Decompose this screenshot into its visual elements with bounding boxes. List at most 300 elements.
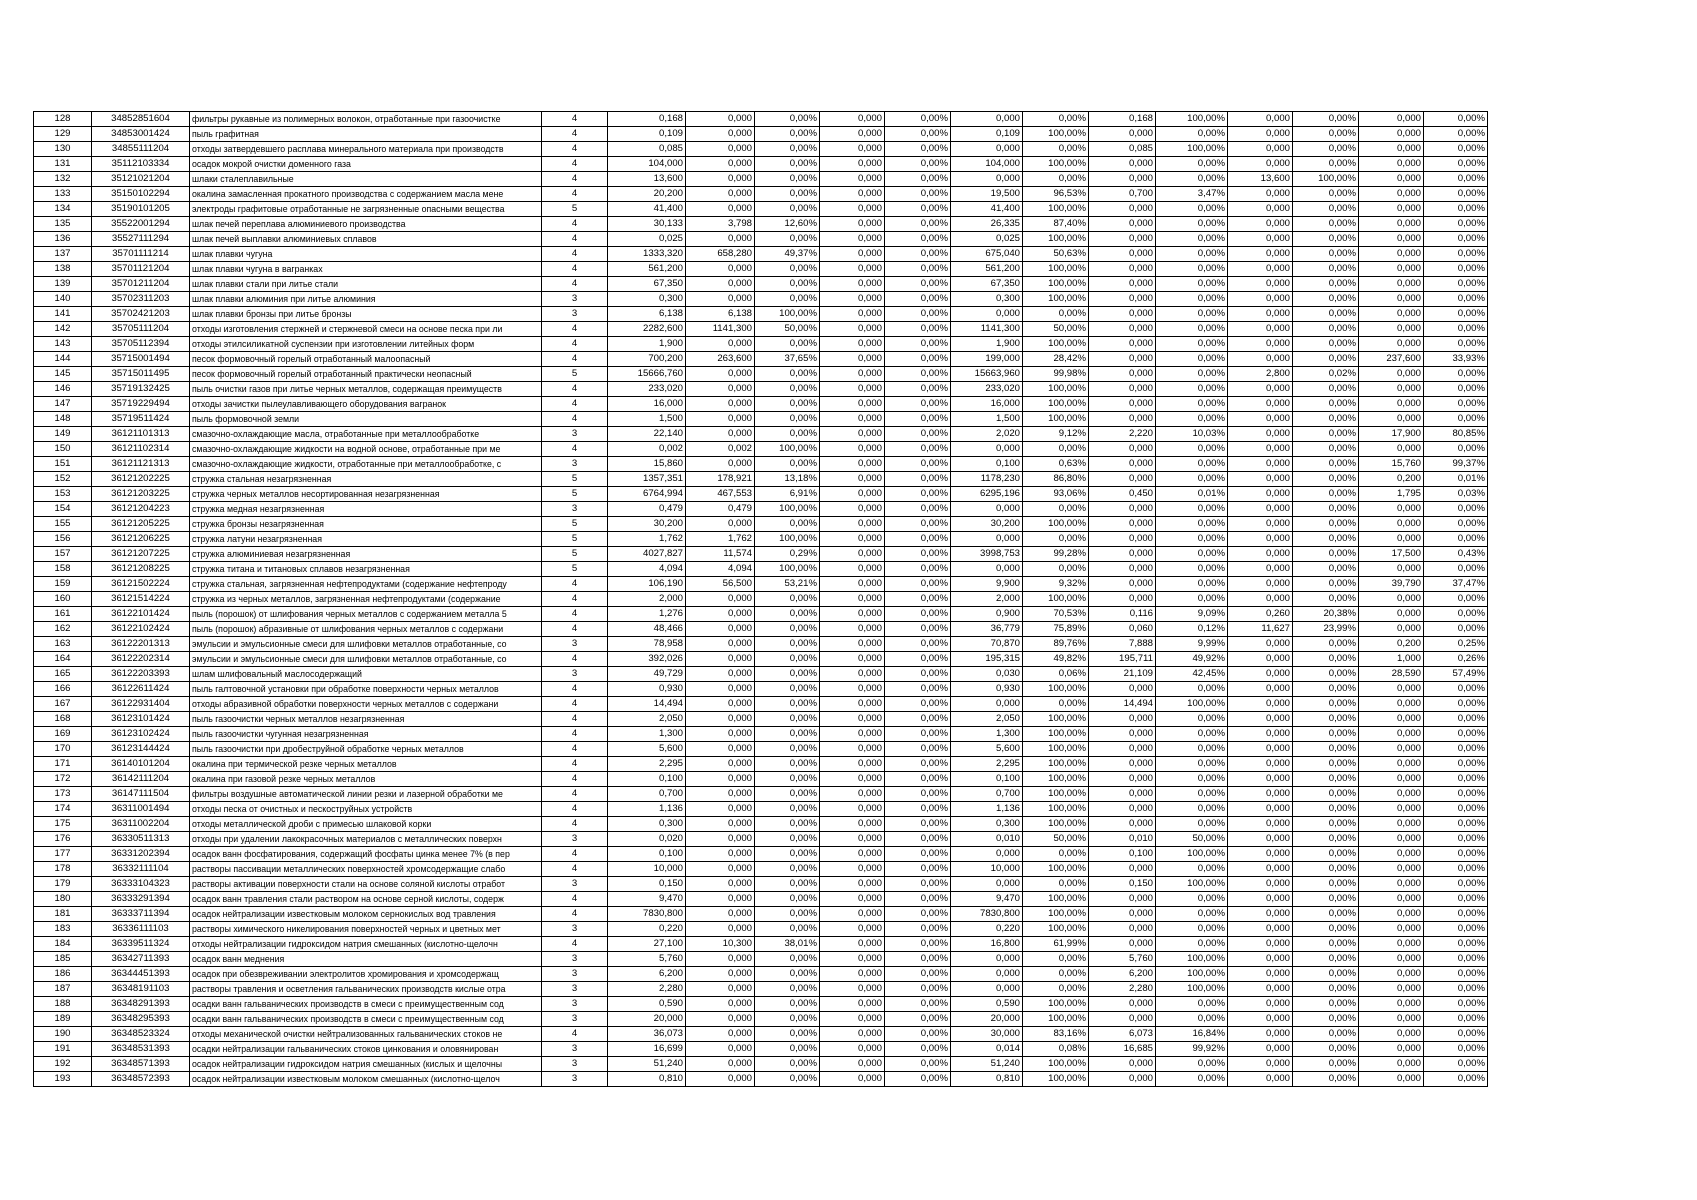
table-row [34,817,1488,832]
cell-col-6-percent: 0,00% [755,682,820,697]
cell-col-5-value: 0,000 [686,622,755,637]
cell-col-14-percent: 0,00% [1293,202,1359,217]
cell-col-15-value: 0,000 [1359,712,1424,727]
cell-col-11-value: 0,000 [1089,742,1156,757]
cell-waste-name: растворы пассивации металлических поверхностей хромсодержащие слабо [190,862,542,877]
cell-col-5-value: 0,000 [686,952,755,967]
cell-row-number: 155 [34,517,92,532]
cell-col-14-percent: 0,00% [1293,337,1359,352]
cell-row-number: 128 [34,112,92,127]
cell-col-13-value: 0,000 [1228,847,1293,862]
cell-total-amount: 14,494 [608,697,686,712]
cell-col-10-percent: 0,00% [1023,142,1089,157]
cell-col-16-percent: 0,00% [1424,277,1488,292]
cell-waste-name: шлак плавки бронзы при литье бронзы [190,307,542,322]
table-row [34,337,1488,352]
cell-waste-code: 34853001424 [92,127,190,142]
cell-col-6-percent: 0,00% [755,172,820,187]
cell-col-10-percent: 100,00% [1023,742,1089,757]
cell-waste-code: 35719132425 [92,382,190,397]
cell-col-7-value: 0,000 [820,757,885,772]
cell-col-12-percent: 100,00% [1156,952,1228,967]
cell-col-16-percent: 0,00% [1424,862,1488,877]
cell-col-5-value: 0,000 [686,997,755,1012]
cell-col-5-value: 0,000 [686,517,755,532]
cell-col-13-value: 0,000 [1228,547,1293,562]
cell-total-amount: 2282,600 [608,322,686,337]
cell-col-10-percent: 100,00% [1023,712,1089,727]
cell-col-6-percent: 0,00% [755,802,820,817]
cell-col-16-percent: 0,00% [1424,607,1488,622]
cell-total-amount: 0,150 [608,877,686,892]
cell-col-16-percent: 0,00% [1424,322,1488,337]
cell-col-6-percent: 0,00% [755,607,820,622]
cell-col-14-percent: 0,00% [1293,1042,1359,1057]
cell-hazard-class: 4 [542,1027,608,1042]
cell-waste-name: осадок мокрой очистки доменного газа [190,157,542,172]
cell-col-16-percent: 0,00% [1424,232,1488,247]
cell-hazard-class: 4 [542,217,608,232]
cell-col-10-percent: 0,00% [1023,697,1089,712]
waste-data-table [33,111,1488,1087]
cell-col-13-value: 0,000 [1228,262,1293,277]
cell-col-11-value: 0,150 [1089,877,1156,892]
table-row [34,1042,1488,1057]
cell-col-9-value: 9,900 [951,577,1023,592]
cell-col-8-percent: 0,00% [885,157,951,172]
cell-col-13-value: 0,000 [1228,772,1293,787]
cell-total-amount: 700,200 [608,352,686,367]
cell-col-15-value: 0,000 [1359,1027,1424,1042]
cell-col-5-value: 0,000 [686,892,755,907]
cell-col-9-value: 675,040 [951,247,1023,262]
cell-col-15-value: 0,000 [1359,937,1424,952]
cell-col-11-value: 7,888 [1089,637,1156,652]
cell-total-amount: 0,085 [608,142,686,157]
table-row [34,187,1488,202]
cell-col-9-value: 0,700 [951,787,1023,802]
cell-col-16-percent: 0,00% [1424,292,1488,307]
cell-col-8-percent: 0,00% [885,412,951,427]
cell-waste-name: стружка титана и титановых сплавов незагрязненная [190,562,542,577]
cell-hazard-class: 5 [542,547,608,562]
cell-waste-name: осадки ванн гальванических производств в смеси с преимущественным сод [190,997,542,1012]
cell-waste-name: осадок нейтрализации известковым молоком сернокислых вод травления [190,907,542,922]
cell-col-15-value: 28,590 [1359,667,1424,682]
cell-row-number: 179 [34,877,92,892]
cell-col-16-percent: 0,43% [1424,547,1488,562]
cell-col-11-value: 0,010 [1089,832,1156,847]
cell-col-7-value: 0,000 [820,1057,885,1072]
cell-col-16-percent: 0,00% [1424,112,1488,127]
cell-col-7-value: 0,000 [820,727,885,742]
cell-waste-code: 36348572393 [92,1072,190,1087]
cell-col-8-percent: 0,00% [885,772,951,787]
cell-hazard-class: 4 [542,157,608,172]
cell-col-16-percent: 0,00% [1424,127,1488,142]
cell-row-number: 130 [34,142,92,157]
cell-col-11-value: 0,000 [1089,472,1156,487]
cell-total-amount: 0,930 [608,682,686,697]
cell-col-5-value: 263,600 [686,352,755,367]
cell-col-10-percent: 83,16% [1023,1027,1089,1042]
cell-waste-code: 36122102424 [92,622,190,637]
cell-col-6-percent: 0,00% [755,667,820,682]
cell-row-number: 163 [34,637,92,652]
cell-col-9-value: 41,400 [951,202,1023,217]
cell-waste-code: 36348571393 [92,1057,190,1072]
cell-col-13-value: 0,000 [1228,307,1293,322]
cell-col-16-percent: 0,00% [1424,997,1488,1012]
cell-hazard-class: 3 [542,967,608,982]
cell-hazard-class: 4 [542,127,608,142]
cell-waste-name: пыль графитная [190,127,542,142]
cell-col-14-percent: 0,00% [1293,922,1359,937]
cell-col-11-value: 0,000 [1089,352,1156,367]
cell-col-14-percent: 0,02% [1293,367,1359,382]
cell-row-number: 176 [34,832,92,847]
cell-waste-name: пыль газоочистки чугунная незагрязненная [190,727,542,742]
cell-col-7-value: 0,000 [820,517,885,532]
cell-waste-name: отходы затвердевшего расплава минерального материала при производств [190,142,542,157]
cell-col-8-percent: 0,00% [885,652,951,667]
cell-col-5-value: 0,000 [686,112,755,127]
cell-waste-name: стружка из черных металлов, загрязненная нефтепродуктами (содержание [190,592,542,607]
cell-col-8-percent: 0,00% [885,517,951,532]
cell-col-16-percent: 0,00% [1424,202,1488,217]
cell-col-12-percent: 0,00% [1156,382,1228,397]
cell-hazard-class: 3 [542,952,608,967]
table-row [34,427,1488,442]
cell-col-8-percent: 0,00% [885,607,951,622]
cell-waste-code: 36333104323 [92,877,190,892]
cell-col-7-value: 0,000 [820,937,885,952]
cell-col-12-percent: 0,00% [1156,322,1228,337]
cell-waste-code: 36331202394 [92,847,190,862]
cell-col-12-percent: 50,00% [1156,832,1228,847]
cell-col-14-percent: 23,99% [1293,622,1359,637]
cell-col-7-value: 0,000 [820,1027,885,1042]
cell-col-11-value: 0,168 [1089,112,1156,127]
cell-col-5-value: 0,000 [686,262,755,277]
cell-waste-name: песок формовочный горелый отработанный малоопасный [190,352,542,367]
cell-col-7-value: 0,000 [820,217,885,232]
cell-waste-code: 35719511424 [92,412,190,427]
table-row [34,1027,1488,1042]
cell-col-5-value: 11,574 [686,547,755,562]
cell-col-10-percent: 61,99% [1023,937,1089,952]
cell-waste-code: 36348531393 [92,1042,190,1057]
cell-col-6-percent: 0,00% [755,427,820,442]
cell-col-16-percent: 80,85% [1424,427,1488,442]
cell-row-number: 188 [34,997,92,1012]
cell-col-14-percent: 0,00% [1293,862,1359,877]
table-row [34,937,1488,952]
cell-col-16-percent: 0,00% [1424,712,1488,727]
cell-col-15-value: 0,000 [1359,892,1424,907]
cell-col-8-percent: 0,00% [885,682,951,697]
cell-hazard-class: 5 [542,202,608,217]
cell-col-11-value: 0,700 [1089,187,1156,202]
cell-col-16-percent: 37,47% [1424,577,1488,592]
cell-col-13-value: 0,000 [1228,247,1293,262]
cell-col-11-value: 0,000 [1089,997,1156,1012]
cell-col-16-percent: 0,00% [1424,187,1488,202]
cell-col-14-percent: 0,00% [1293,1012,1359,1027]
cell-waste-name: осадок ванн фосфатирования, содержащий фосфаты цинка менее 7% (в пер [190,847,542,862]
cell-col-9-value: 67,350 [951,277,1023,292]
cell-col-14-percent: 0,00% [1293,307,1359,322]
cell-col-6-percent: 37,65% [755,352,820,367]
cell-col-5-value: 56,500 [686,577,755,592]
cell-col-9-value: 1141,300 [951,322,1023,337]
cell-col-7-value: 0,000 [820,262,885,277]
cell-col-10-percent: 100,00% [1023,157,1089,172]
cell-col-10-percent: 100,00% [1023,787,1089,802]
table-row [34,127,1488,142]
cell-col-5-value: 0,000 [686,907,755,922]
cell-col-13-value: 0,000 [1228,232,1293,247]
table-row [34,637,1488,652]
cell-col-9-value: 10,000 [951,862,1023,877]
cell-col-14-percent: 0,00% [1293,907,1359,922]
table-row [34,487,1488,502]
cell-col-13-value: 0,000 [1228,1072,1293,1087]
cell-col-12-percent: 0,00% [1156,412,1228,427]
cell-col-11-value: 0,000 [1089,727,1156,742]
cell-waste-name: окалина замасленная прокатного производства с содержанием масла мене [190,187,542,202]
cell-col-7-value: 0,000 [820,577,885,592]
cell-waste-name: растворы травления и осветления гальванических производств кислые отра [190,982,542,997]
cell-total-amount: 7830,800 [608,907,686,922]
cell-col-10-percent: 93,06% [1023,487,1089,502]
cell-col-10-percent: 100,00% [1023,397,1089,412]
cell-col-14-percent: 0,00% [1293,742,1359,757]
cell-col-8-percent: 0,00% [885,952,951,967]
cell-col-16-percent: 0,00% [1424,217,1488,232]
cell-hazard-class: 3 [542,1057,608,1072]
table-row [34,607,1488,622]
cell-col-10-percent: 89,76% [1023,637,1089,652]
cell-col-6-percent: 0,29% [755,547,820,562]
cell-col-9-value: 0,000 [951,877,1023,892]
cell-col-12-percent: 100,00% [1156,847,1228,862]
cell-col-13-value: 0,000 [1228,472,1293,487]
cell-col-5-value: 178,921 [686,472,755,487]
cell-waste-code: 36344451393 [92,967,190,982]
cell-col-13-value: 0,000 [1228,142,1293,157]
cell-total-amount: 0,300 [608,817,686,832]
cell-col-9-value: 19,500 [951,187,1023,202]
cell-hazard-class: 4 [542,577,608,592]
cell-hazard-class: 4 [542,142,608,157]
cell-col-16-percent: 0,00% [1424,697,1488,712]
cell-total-amount: 1,762 [608,532,686,547]
table-row [34,787,1488,802]
cell-col-9-value: 199,000 [951,352,1023,367]
cell-hazard-class: 3 [542,877,608,892]
cell-col-5-value: 0,479 [686,502,755,517]
cell-col-9-value: 1,300 [951,727,1023,742]
cell-hazard-class: 3 [542,502,608,517]
cell-col-5-value: 0,000 [686,802,755,817]
cell-col-8-percent: 0,00% [885,262,951,277]
cell-col-7-value: 0,000 [820,742,885,757]
cell-col-14-percent: 0,00% [1293,577,1359,592]
cell-row-number: 185 [34,952,92,967]
cell-col-6-percent: 0,00% [755,127,820,142]
cell-col-14-percent: 0,00% [1293,772,1359,787]
cell-col-6-percent: 0,00% [755,367,820,382]
cell-col-5-value: 0,000 [686,637,755,652]
cell-col-16-percent: 0,00% [1424,397,1488,412]
cell-row-number: 170 [34,742,92,757]
cell-col-13-value: 0,000 [1228,457,1293,472]
cell-col-6-percent: 49,37% [755,247,820,262]
cell-total-amount: 104,000 [608,157,686,172]
table-row [34,367,1488,382]
cell-col-9-value: 0,000 [951,967,1023,982]
cell-total-amount: 4027,827 [608,547,686,562]
cell-col-5-value: 0,000 [686,787,755,802]
cell-hazard-class: 4 [542,607,608,622]
cell-total-amount: 6,138 [608,307,686,322]
cell-col-6-percent: 0,00% [755,1027,820,1042]
cell-col-13-value: 0,000 [1228,952,1293,967]
cell-hazard-class: 3 [542,982,608,997]
cell-col-6-percent: 0,00% [755,187,820,202]
cell-col-12-percent: 0,01% [1156,487,1228,502]
cell-col-7-value: 0,000 [820,457,885,472]
cell-col-14-percent: 0,00% [1293,277,1359,292]
cell-col-9-value: 36,779 [951,622,1023,637]
cell-waste-name: пыль газоочистки при дробеструйной обработке черных металлов [190,742,542,757]
cell-col-16-percent: 0,00% [1424,877,1488,892]
cell-col-11-value: 0,000 [1089,277,1156,292]
cell-col-6-percent: 0,00% [755,337,820,352]
cell-col-13-value: 0,000 [1228,277,1293,292]
cell-hazard-class: 4 [542,412,608,427]
cell-col-12-percent: 0,00% [1156,217,1228,232]
table-row [34,802,1488,817]
cell-col-8-percent: 0,00% [885,1012,951,1027]
cell-col-8-percent: 0,00% [885,202,951,217]
cell-col-6-percent: 0,00% [755,832,820,847]
cell-waste-name: осадки нейтрализации гальванических стоков цинкования и оловянирован [190,1042,542,1057]
cell-total-amount: 5,600 [608,742,686,757]
cell-col-10-percent: 9,12% [1023,427,1089,442]
cell-col-5-value: 0,000 [686,817,755,832]
cell-col-12-percent: 0,00% [1156,892,1228,907]
cell-col-5-value: 0,000 [686,967,755,982]
table-row [34,517,1488,532]
cell-col-16-percent: 0,00% [1424,532,1488,547]
cell-col-13-value: 0,000 [1228,412,1293,427]
cell-waste-code: 35121021204 [92,172,190,187]
cell-col-12-percent: 100,00% [1156,967,1228,982]
cell-col-14-percent: 0,00% [1293,817,1359,832]
cell-col-7-value: 0,000 [820,967,885,982]
table-row [34,862,1488,877]
cell-hazard-class: 3 [542,1042,608,1057]
cell-row-number: 184 [34,937,92,952]
cell-waste-name: растворы химического никелирования поверхностей черных и цветных мет [190,922,542,937]
cell-col-13-value: 0,000 [1228,907,1293,922]
cell-total-amount: 41,400 [608,202,686,217]
cell-waste-name: осадок при обезвреживании электролитов хромирования и хромсодержащ [190,967,542,982]
cell-total-amount: 0,479 [608,502,686,517]
cell-col-14-percent: 0,00% [1293,802,1359,817]
cell-col-6-percent: 0,00% [755,757,820,772]
cell-col-15-value: 0,000 [1359,247,1424,262]
cell-col-14-percent: 0,00% [1293,562,1359,577]
table-row [34,322,1488,337]
cell-col-8-percent: 0,00% [885,232,951,247]
cell-waste-name: стружка алюминиевая незагрязненная [190,547,542,562]
cell-col-15-value: 0,000 [1359,337,1424,352]
cell-waste-name: шлак печей переплава алюминиевого производства [190,217,542,232]
cell-col-5-value: 0,000 [686,1042,755,1057]
cell-col-14-percent: 0,00% [1293,157,1359,172]
cell-col-16-percent: 33,93% [1424,352,1488,367]
cell-row-number: 160 [34,592,92,607]
cell-total-amount: 0,220 [608,922,686,937]
cell-row-number: 167 [34,697,92,712]
cell-col-13-value: 0,000 [1228,832,1293,847]
cell-col-7-value: 0,000 [820,952,885,967]
cell-col-15-value: 0,000 [1359,802,1424,817]
cell-col-7-value: 0,000 [820,472,885,487]
cell-row-number: 154 [34,502,92,517]
cell-row-number: 191 [34,1042,92,1057]
cell-col-7-value: 0,000 [820,427,885,442]
cell-col-13-value: 0,000 [1228,442,1293,457]
cell-total-amount: 1,300 [608,727,686,742]
cell-col-7-value: 0,000 [820,997,885,1012]
cell-col-7-value: 0,000 [820,247,885,262]
cell-hazard-class: 4 [542,622,608,637]
cell-col-10-percent: 100,00% [1023,997,1089,1012]
cell-col-10-percent: 0,06% [1023,667,1089,682]
cell-col-13-value: 0,000 [1228,682,1293,697]
cell-col-10-percent: 87,40% [1023,217,1089,232]
cell-col-13-value: 0,000 [1228,577,1293,592]
cell-col-14-percent: 0,00% [1293,892,1359,907]
cell-col-5-value: 6,138 [686,307,755,322]
cell-col-7-value: 0,000 [820,697,885,712]
cell-col-8-percent: 0,00% [885,832,951,847]
cell-row-number: 138 [34,262,92,277]
cell-col-16-percent: 0,00% [1424,562,1488,577]
cell-waste-name: осадок нейтрализации гидроксидом натрия смешанных (кислых и щелочны [190,1057,542,1072]
table-row [34,847,1488,862]
cell-row-number: 186 [34,967,92,982]
cell-waste-code: 36330511313 [92,832,190,847]
cell-hazard-class: 3 [542,922,608,937]
cell-col-6-percent: 0,00% [755,1057,820,1072]
cell-col-9-value: 0,000 [951,502,1023,517]
cell-col-5-value: 0,000 [686,607,755,622]
cell-col-13-value: 0,000 [1228,937,1293,952]
cell-col-9-value: 0,300 [951,292,1023,307]
cell-row-number: 166 [34,682,92,697]
cell-col-7-value: 0,000 [820,682,885,697]
cell-col-11-value: 0,000 [1089,442,1156,457]
cell-waste-name: шлак плавки алюминия при литье алюминия [190,292,542,307]
cell-col-13-value: 0,000 [1228,487,1293,502]
cell-col-5-value: 1141,300 [686,322,755,337]
cell-col-5-value: 0,000 [686,592,755,607]
